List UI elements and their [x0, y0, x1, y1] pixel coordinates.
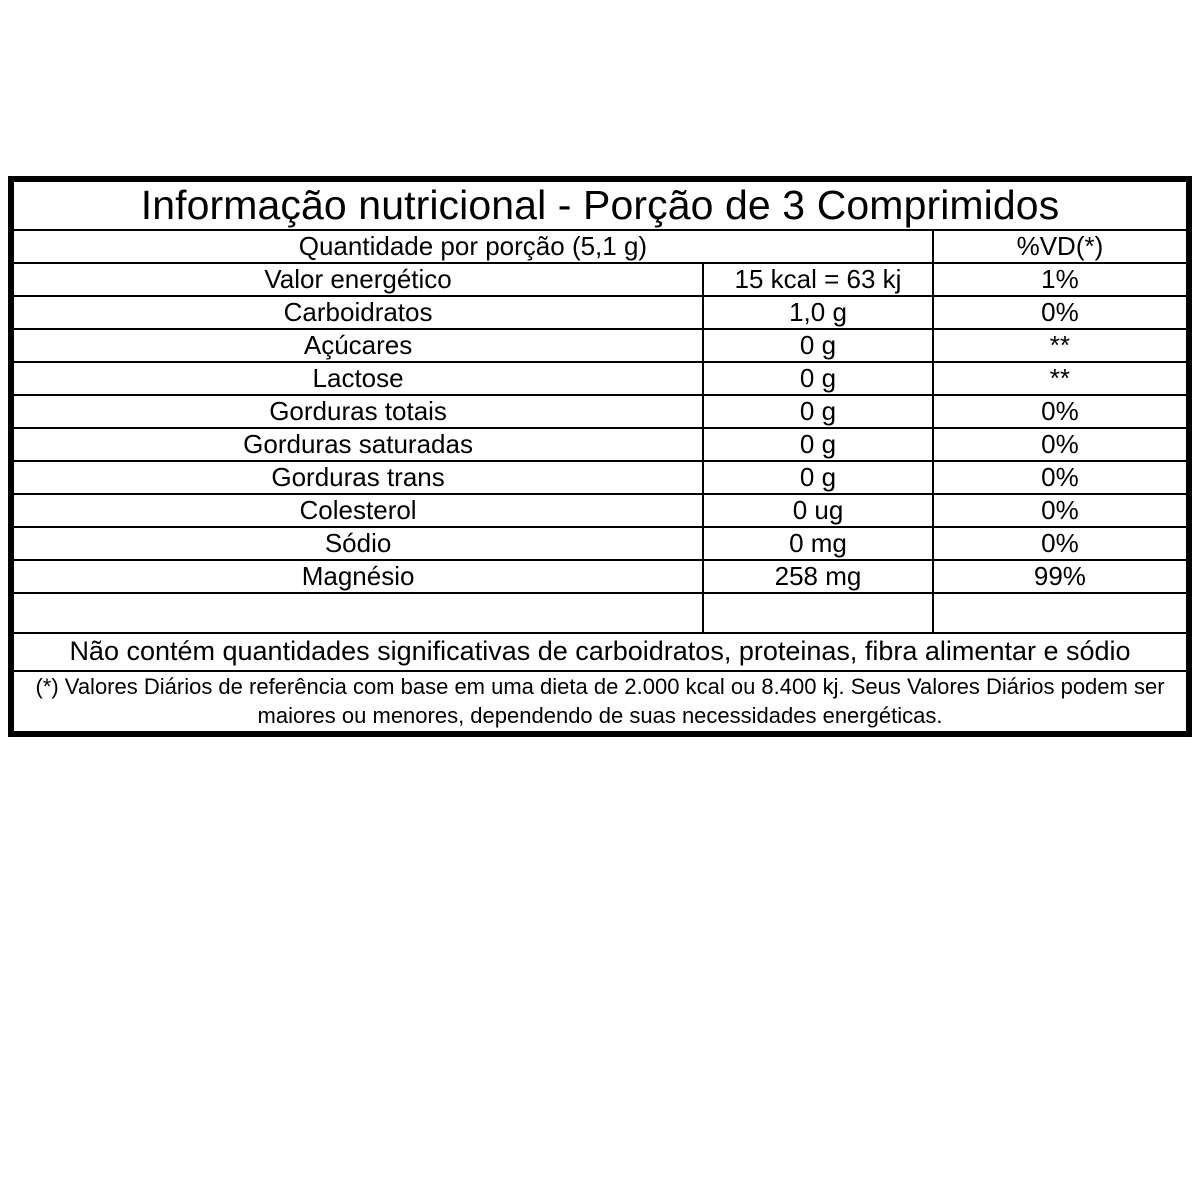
nutrient-name: Magnésio: [14, 560, 703, 593]
nutrient-quantity: 0 g: [703, 329, 933, 362]
nutrient-quantity: 1,0 g: [703, 296, 933, 329]
table-header-row: [14, 230, 1186, 263]
nutrient-daily-value: 0%: [933, 494, 1186, 527]
nutrition-table: [14, 182, 1186, 731]
nutrient-name: Lactose: [14, 362, 703, 395]
nutrient-name: Gorduras totais: [14, 395, 703, 428]
table-row: [14, 362, 1186, 395]
nutrient-quantity: 0 mg: [703, 527, 933, 560]
nutrient-daily-value: 0%: [933, 428, 1186, 461]
table-row-empty: [14, 593, 1186, 633]
table-row: [14, 428, 1186, 461]
table-title-row: [14, 182, 1186, 230]
page-title: Informação nutricional - Porção de 3 Comprimidos: [14, 182, 1186, 230]
nutrient-name: Carboidratos: [14, 296, 703, 329]
amount-per-serving-header: Quantidade por porção (5,1 g): [14, 230, 933, 263]
nutrient-quantity: 0 g: [703, 461, 933, 494]
footnote-row: [14, 671, 1186, 731]
nutrient-quantity: 0 g: [703, 362, 933, 395]
nutrient-daily-value: **: [933, 329, 1186, 362]
nutrient-name: Valor energético: [14, 263, 703, 296]
table-row: [14, 395, 1186, 428]
nutrient-quantity: 0 ug: [703, 494, 933, 527]
nutrient-daily-value-empty: [933, 593, 1186, 633]
nutrient-quantity-empty: [703, 593, 933, 633]
nutrient-daily-value: 1%: [933, 263, 1186, 296]
nutrient-daily-value: 0%: [933, 527, 1186, 560]
nutrient-daily-value: 0%: [933, 395, 1186, 428]
daily-values-footnote: (*) Valores Diários de referência com base em uma dieta de 2.000 kcal ou 8.400 kj. Seus Valores Diários podem ser maiores ou menores, dependendo de suas necessidades energéticas.: [14, 671, 1186, 731]
table-row: [14, 263, 1186, 296]
table-row: [14, 329, 1186, 362]
nutrient-name: Gorduras trans: [14, 461, 703, 494]
nutrient-name-empty: [14, 593, 703, 633]
nutrient-daily-value: 99%: [933, 560, 1186, 593]
nutrient-name: Açúcares: [14, 329, 703, 362]
nutrient-daily-value: **: [933, 362, 1186, 395]
nutrition-facts-panel: [8, 176, 1192, 737]
daily-value-header: %VD(*): [933, 230, 1186, 263]
table-row: [14, 560, 1186, 593]
nutrient-name: Gorduras saturadas: [14, 428, 703, 461]
nutrient-daily-value: 0%: [933, 296, 1186, 329]
nutrient-quantity: 0 g: [703, 395, 933, 428]
table-row: [14, 296, 1186, 329]
nutrient-daily-value: 0%: [933, 461, 1186, 494]
nutrient-name: Colesterol: [14, 494, 703, 527]
insignificant-amounts-note: Não contém quantidades significativas de carboidratos, proteinas, fibra alimentar e sódio: [14, 633, 1186, 671]
nutrient-quantity: 258 mg: [703, 560, 933, 593]
nutrient-quantity: 0 g: [703, 428, 933, 461]
table-row: [14, 494, 1186, 527]
table-row: [14, 461, 1186, 494]
nutrient-quantity: 15 kcal = 63 kj: [703, 263, 933, 296]
nutrient-name: Sódio: [14, 527, 703, 560]
table-row: [14, 527, 1186, 560]
note-row: [14, 633, 1186, 671]
